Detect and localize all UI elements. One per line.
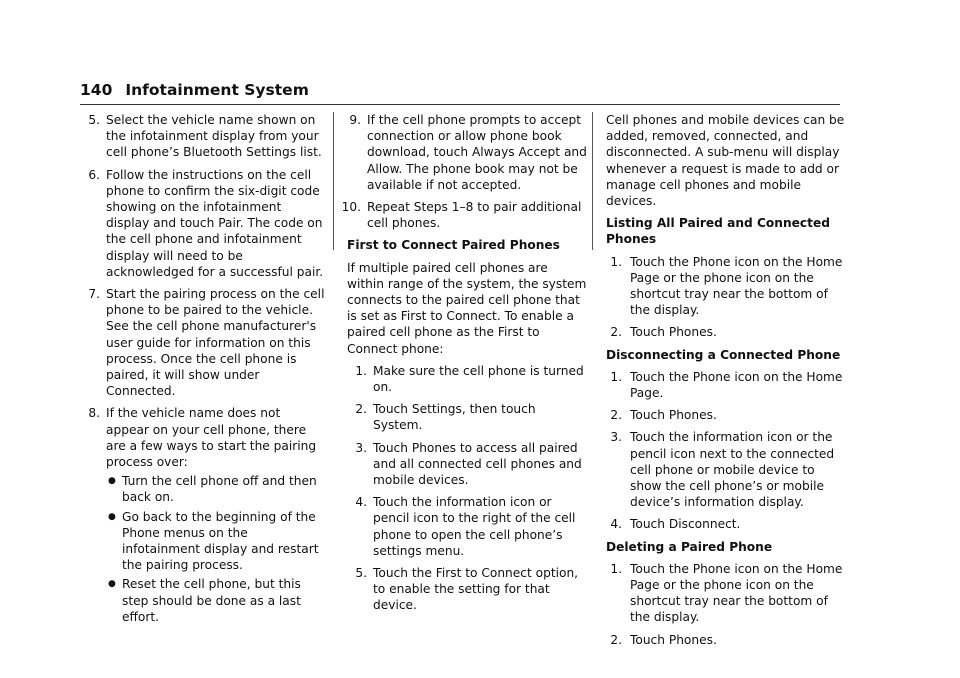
- step-text: Touch Phones.: [630, 632, 717, 647]
- section-title: Infotainment System: [125, 81, 309, 99]
- step-item: [347, 565, 587, 614]
- section-heading: Disconnecting a Connected Phone: [606, 347, 841, 362]
- step-text: Touch the information icon or the pencil icon next to the connected cell phone or mobile device to show the cell phone’s or mobile device’s information display.: [630, 430, 835, 510]
- step-item: [347, 401, 587, 433]
- step-item: [606, 324, 846, 340]
- first-to-connect-section: [341, 237, 587, 613]
- step-number: 2.: [610, 632, 622, 647]
- bullet-text: Go back to the beginning of the Phone menus on the infotainment display and restart the pairing process.: [122, 509, 319, 573]
- step-text: Start the pairing process on the cell phone to be paired to the vehicle. See the cell phone manufacturer's user guide for information on this process. Once the cell phone is paired, it will show under Connected.: [106, 287, 325, 399]
- step-number: 6.: [88, 167, 100, 182]
- bullet-text: Turn the cell phone off and then back on.: [122, 474, 317, 505]
- paragraph: If multiple paired cell phones are within range of the system, the system connects to the paired cell phone that is set as First to Connect. To enable a paired cell phone as the First to Connect phone:: [347, 260, 587, 356]
- step-text: Touch the First to Connect option, to enable the setting for that device.: [373, 566, 579, 613]
- bullet-item: [106, 576, 327, 625]
- step-item: [80, 405, 327, 625]
- step-item: [80, 112, 327, 161]
- page-header: [80, 81, 309, 105]
- bullet-icon: ●: [108, 579, 116, 590]
- step-text: Select the vehicle name shown on the infotainment display from your cell phone’s Bluetooth Settings list.: [106, 113, 322, 160]
- step-item: [606, 632, 846, 648]
- step-text: Touch Phones.: [630, 325, 717, 340]
- bullet-text: Reset the cell phone, but this step should be done as a last effort.: [122, 577, 301, 624]
- step-number: 10.: [341, 200, 361, 215]
- step-text: Repeat Steps 1–8 to pair additional cell phones.: [367, 200, 582, 231]
- step-item: [347, 363, 587, 395]
- section-heading: Deleting a Paired Phone: [606, 539, 773, 554]
- column-divider: [592, 112, 593, 250]
- step-text: Touch Disconnect.: [630, 517, 741, 532]
- step-text: Touch Phones.: [630, 408, 717, 423]
- step-text: Follow the instructions on the cell phone to confirm the six-digit code showing on the infotainment display and touch Pair. The code on the cell phone and infotainment display will need to be acknowledged for a successful pair.: [106, 167, 324, 279]
- step-number: 1.: [610, 561, 622, 576]
- column-1: [80, 112, 327, 631]
- step-text: If the cell phone prompts to accept connection or allow phone book download, touch Always Accept and Allow. The phone book may not be available if not accepted.: [367, 113, 587, 192]
- step-item: [341, 199, 587, 231]
- step-text: Touch Phones to access all paired and all connected cell phones and mobile devices.: [373, 440, 582, 488]
- step-text: If the vehicle name does not appear on your cell phone, there are a few ways to start the pairing process over:: [106, 406, 317, 470]
- step-text: Touch the information icon or pencil icon to the right of the cell phone to open the cell phone’s settings menu.: [373, 495, 576, 558]
- step-number: 2.: [610, 408, 622, 423]
- bullet-item: [106, 473, 327, 505]
- step-item: [347, 440, 587, 489]
- step-item: [606, 561, 846, 626]
- step-item: [606, 407, 846, 423]
- section-heading: Listing All Paired and Connected Phones: [606, 216, 830, 247]
- step-item: [606, 254, 846, 319]
- step-number: 4.: [610, 517, 622, 532]
- page-number: 140: [80, 81, 113, 99]
- step-item: [347, 494, 587, 559]
- bullet-item: [106, 509, 327, 574]
- step-number: 9.: [349, 113, 361, 127]
- step-number: 7.: [88, 287, 100, 302]
- step-text: Touch Settings, then touch System.: [373, 402, 536, 433]
- step-number: 4.: [355, 495, 367, 510]
- step-text: Touch the Phone icon on the Home Page or the phone icon on the shortcut tray near the bottom of the display.: [630, 561, 843, 625]
- column-divider: [333, 112, 334, 250]
- step-number: 5.: [355, 566, 367, 581]
- bullet-icon: ●: [108, 476, 116, 487]
- column-3: [606, 112, 846, 654]
- step-number: 2.: [355, 402, 367, 417]
- step-number: 3.: [355, 440, 367, 455]
- step-number: 2.: [610, 325, 622, 340]
- step-number: 1.: [610, 369, 622, 384]
- step-item: [606, 369, 846, 401]
- step-text: Touch the Phone icon on the Home Page.: [630, 369, 843, 401]
- step-item: [80, 167, 327, 280]
- column-2: [341, 112, 587, 620]
- step-number: 3.: [610, 430, 622, 445]
- step-item: [80, 286, 327, 399]
- step-number: 1.: [355, 363, 367, 378]
- step-item: [606, 516, 846, 532]
- section-heading: First to Connect Paired Phones: [347, 238, 560, 253]
- step-text: Make sure the cell phone is turned on.: [373, 363, 584, 395]
- step-item: [606, 429, 846, 510]
- step-number: 5.: [88, 113, 100, 127]
- paragraph: Cell phones and mobile devices can be added, removed, connected, and disconnected. A sub-menu will display whenever a request is made to add or manage cell phones and mobile devices.: [606, 113, 845, 209]
- bullet-icon: ●: [108, 511, 116, 522]
- step-text: Touch the Phone icon on the Home Page or the phone icon on the shortcut tray near the bottom of the display.: [630, 254, 843, 318]
- step-item: [341, 112, 587, 193]
- header-rule: [80, 104, 840, 105]
- step-number: 8.: [88, 406, 100, 421]
- step-number: 1.: [610, 254, 622, 269]
